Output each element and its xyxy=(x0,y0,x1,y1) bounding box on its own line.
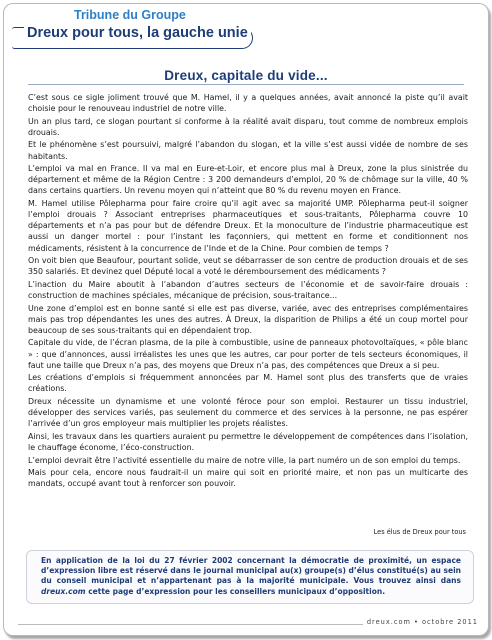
title-divider xyxy=(28,84,464,85)
footer-text: dreux.com • octobre 2011 xyxy=(363,618,478,626)
legal-notice-text xyxy=(41,556,461,597)
header-kicker: Tribune du Groupe xyxy=(74,8,186,22)
paragraph: Capitale du vide, de l’écran plasma, de la pile à combustible, usine de panneaux photovoltaïques, « pôle blanc » : que d’annonces, aussi irréalistes les unes que les autres, car pour porter de tels secteurs économiques, il faut une taille que Dreux n’a pas, des moyens que Dreux n’a pas, des compétences que Dreux a si peu. xyxy=(28,338,468,370)
notice-text-end: cette page d’expression pour les conseillers municipaux d’opposition. xyxy=(85,586,386,596)
paragraph: Mais pour cela, encore nous faudrait-il un maire qui soit en priorité maire, et non pas un multicarte des mandats, occupé avant tout à renforcer son pouvoir. xyxy=(28,468,468,489)
page-frame xyxy=(3,3,489,636)
paragraph: Les créations d’emplois si fréquemment annoncées par M. Hamel sont plus des transferts que de vraies créations. xyxy=(28,373,468,394)
paragraph: L’emploi va mal en France. Il va mal en Eure-et-Loir, et encore plus mal à Dreux, zone la plus sinistrée du département et même de la Région Centre : 3 200 demandeurs d’emploi, 20 % de chômage sur la ville, 40 % dans certains quartiers. Un revenu moyen qui n’atteint que 80 % du revenu moyen en France. xyxy=(28,164,468,196)
paragraph: Ainsi, les travaux dans les quartiers auraient pu permettre le développement de compétences dans l’isolation, le chauffage économe, l’éco-construction. xyxy=(28,431,468,452)
paragraph: L’inaction du Maire aboutit à l’abandon d’autres secteurs de l’économie et de savoir-faire drouais : construction de machines spéciales, mécanique de précision, sous-traitance... xyxy=(28,279,468,300)
paragraph: Dreux nécessite un dynamisme et une volonté féroce pour son emploi. Restaurer un tissu industriel, développer des services variés, pas seulement du commerce et des services à la personne, ne pas espérer l’arrivée d’un gros employeur mais multiplier les projets réalistes. xyxy=(28,396,468,429)
notice-site-link[interactable]: dreux.com xyxy=(41,586,86,596)
paragraph: M. Hamel utilise Pôlepharma pour faire croire qu’il agit avec sa majorité UMP. Pôlepharma peut-il soigner l’emploi drouais ? Associant entreprises pharmaceutiques et sous-traitants, Pôlepharma couvre 10 départements et n’a pas pour but de défendre Dreux. Et la monoculture de l’industrie pharmaceutique est aussi un danger mortel : pour l’instant les façonniers, qui mettent en forme et conditionnent nos médicaments, résistent à la concurrence de l’Inde et de la Chine. Pour combien de temps ? xyxy=(28,198,468,253)
paragraph: L’emploi devrait être l’activité essentielle du maire de notre ville, la part numéro un de son emploi du temps. xyxy=(28,455,461,465)
paragraph: Une zone d’emploi est en bonne santé si elle est pas diverse, variée, avec des entreprises complémentaires mais pas trop dépendantes les unes des autres. À Dreux, la disparition de Philips a été un coup mortel pour beaucoup de ses sous-traitants qui en dépendaient trop. xyxy=(28,303,468,335)
paragraph: Et le phénomène s’est poursuivi, malgré l’abandon du slogan, et la ville s’est aussi vidée de nombre de ses habitants. xyxy=(28,140,468,161)
article-signature: Les élus de Dreux pour tous xyxy=(373,528,466,536)
paragraph: C’est sous ce sigle joliment trouvé que M. Hamel, il y a quelques années, avait annoncé la piste qu’il avait choisie pour le renouveau industriel de notre ville. xyxy=(28,93,468,114)
paragraph: Un an plus tard, ce slogan pourtant si conforme à la réalité avait disparu, tout comme de nombreux emplois drouais. xyxy=(28,116,468,137)
article-body xyxy=(28,92,468,491)
footer-rule xyxy=(18,624,398,625)
notice-text-start: En application de la loi du 27 février 2002 concernant la démocratie de proximité, un espace d’expression libre est réservé dans le journal municipal au(x) groupe(s) d’élus constitué(s) au sein du conseil municipal et n’appartenant pas à la majorité municipale. Vous trouvez ainsi dans xyxy=(41,556,461,586)
header-title: Dreux pour tous, la gauche unie xyxy=(24,25,251,41)
paragraph: On voit bien que Beaufour, pourtant solide, veut se débarrasser de son centre de production drouais et de ses 350 salariés. Et devinez quel Député local a voté le déremboursement des médicaments ? xyxy=(28,256,468,277)
article-title: Dreux, capitale du vide... xyxy=(164,68,328,83)
legal-notice-box xyxy=(26,550,474,604)
group-header xyxy=(4,4,254,52)
